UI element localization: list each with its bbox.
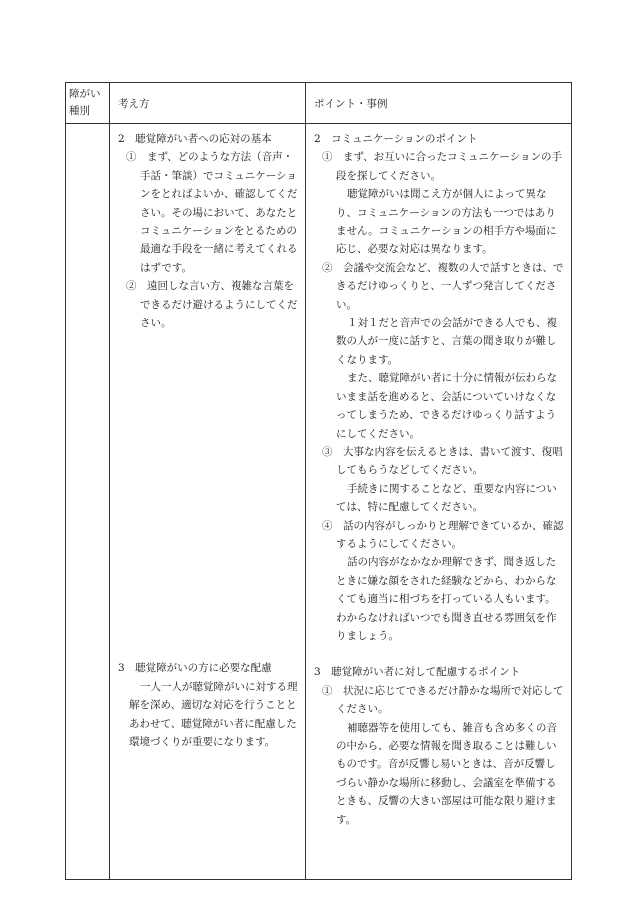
table-header-row [66, 83, 572, 124]
thoughts-s2-item-2: ② 遠回しな言い方、複雑な言葉をできるだけ避けるようにしてください。 [126, 280, 298, 330]
points-s2-item-2: ② 会議や交流会など、複数の人で話すときは、できるだけゆっくりと、一人ずつ発言してください。 [322, 261, 564, 311]
table-body-row [66, 124, 572, 880]
thoughts-section-2 [118, 130, 299, 332]
type-header-label: 障がい種別 [69, 88, 101, 117]
points-cell [306, 124, 572, 880]
points-s2-item-4-note: 話の内容がなかなか理解できず、聞き返したときに嫌な顔をされた経験などから、わからなくても適当に相づちを打っている人もいます。わからなければいつでも聞き直せる雰囲気を作りましょう。 [336, 556, 557, 642]
thoughts-s3-body: 一人一人が聴覚障がいに対する理解を深め、適切な対応を行うこととあわせて、聴覚障がい者に配慮した環境づくりが重要になります。 [129, 680, 298, 749]
points-s3-item-1-note: 補聴器等を使用しても、雑音も含め多くの音の中から、必要な情報を聞き取ることは難しいものです。音が反響し易いときは、音が反響しづらい静かな場所に移動し、会議室を準備するときも、反響の大きい部屋は可能な限り避けます。 [336, 721, 557, 826]
thoughts-s2-item-1: ① まず、どのような方法（音声・手話・筆談）でコミュニケーションをとればよいか、確認してください。その場において、あなたとコミュニケーションをとるための最適な手段を一緒に考えてくれるはずです。 [126, 151, 298, 274]
type-header-cell [66, 83, 110, 124]
thoughts-section-3 [118, 659, 299, 751]
points-s2-item-1: ① まず、お互いに合ったコミュニケーションの手段を探してください。 [322, 151, 563, 182]
points-s2-item-2-note-1: １対１だと音声での会話ができる人でも、複数の人が一度に話すと、言葉の聞き取りが難しくなります。 [336, 317, 557, 366]
thoughts-cell [110, 124, 306, 880]
points-s2-item-4: ④ 話の内容がしっかりと理解できているか、確認するようにしてください。 [322, 519, 564, 550]
thoughts-s3-title: 3 聴覚障がいの方に必要な配慮 [118, 662, 272, 675]
thoughts-s2-title: 2 聴覚障がい者への応対の基本 [118, 133, 272, 145]
points-s3-title: 3 聴覚障がい者に対して配慮するポイント [314, 666, 521, 679]
thoughts-header-cell [110, 83, 306, 124]
guideline-table [65, 82, 572, 880]
thoughts-header-label: 考え方 [118, 97, 150, 110]
points-section-2 [314, 130, 565, 645]
points-s2-item-3-note: 手続きに関することなど、重要な内容については、特に配慮してください。 [336, 482, 557, 514]
points-s2-item-2-note-2: また、聴覚障がい者に十分に情報が伝わらないまま話を進めると、会話についていけなくなってしまうため、できるだけゆっくり話すようにしてください。 [336, 372, 557, 440]
points-s2-item-3: ③ 大事な内容を伝えるときは、書いて渡す、復唱してもらうなどしてください。 [322, 445, 563, 477]
points-s3-item-1: ① 状況に応じてできるだけ静かな場所で対応してください。 [322, 684, 564, 716]
points-s2-item-1-note: 聴覚障がいは聞こえ方が個人によって異なり、コミュニケーションの方法も一つではありません。コミュニケーションの相手方や場面に応じ、必要な対応は異なります。 [336, 188, 557, 256]
points-header-cell [306, 83, 572, 124]
points-section-3 [314, 663, 565, 829]
points-header-label: ポイント・事例 [314, 97, 388, 110]
type-cell [66, 124, 110, 880]
points-s2-title: 2 コミュニケーションのポイント [314, 133, 478, 145]
